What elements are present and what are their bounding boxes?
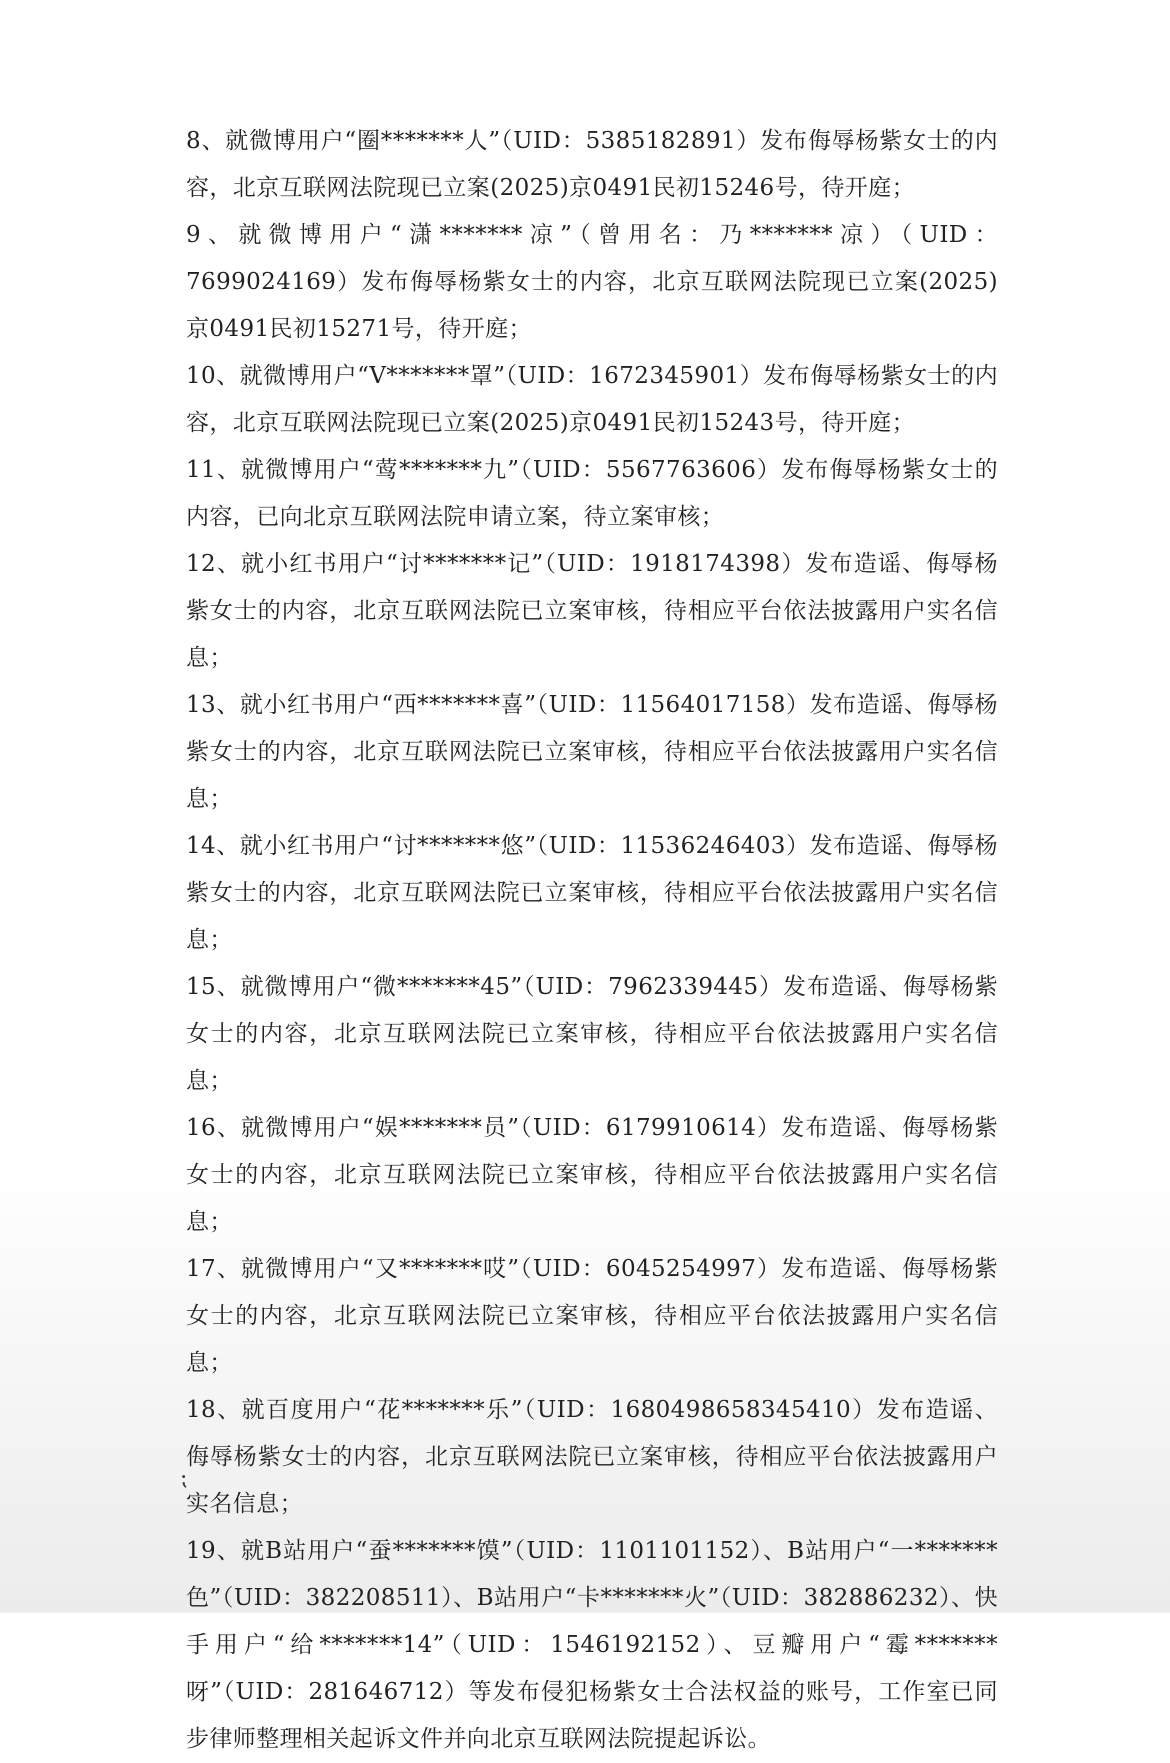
bottom-mark: ⁏ bbox=[180, 1466, 188, 1491]
list-item-12: 12、就小红书用户“讨*******记”（UID：1918174398）发布造谣、侮辱杨紫女士的内容，北京互联网法院已立案审核，待相应平台依法披露用户实名信息； bbox=[186, 551, 998, 671]
list-item-10: 10、就微博用户“V*******罩”（UID：1672345901）发布侮辱杨紫女士的内容，北京互联网法院现已立案(2025)京0491民初15243号，待开庭； bbox=[186, 363, 998, 436]
list-item-17: 17、就微博用户“又*******哎”（UID：6045254997）发布造谣、侮辱杨紫女士的内容，北京互联网法院已立案审核，待相应平台依法披露用户实名信息； bbox=[186, 1256, 998, 1376]
list-item-9: 9、就微博用户“潇*******凉”（曾用名：乃*******凉）（UID：7699024169）发布侮辱杨紫女士的内容，北京互联网法院现已立案(2025)京0491民初15271号，待开庭； bbox=[186, 222, 998, 342]
list-item-14: 14、就小红书用户“讨*******悠”（UID：11536246403）发布造谣、侮辱杨紫女士的内容，北京互联网法院已立案审核，待相应平台依法披露用户实名信息； bbox=[186, 833, 998, 953]
list-item-18: 18、就百度用户“花*******乐”（UID：1680498658345410）发布造谣、侮辱杨紫女士的内容，北京互联网法院已立案审核，待相应平台依法披露用户实名信息； bbox=[186, 1397, 998, 1517]
list-item-8: 8、就微博用户“圈*******人”（UID：5385182891）发布侮辱杨紫女士的内容，北京互联网法院现已立案(2025)京0491民初15246号，待开庭； bbox=[186, 128, 998, 201]
list-item-13: 13、就小红书用户“西*******喜”（UID：11564017158）发布造谣、侮辱杨紫女士的内容，北京互联网法院已立案审核，待相应平台依法披露用户实名信息； bbox=[186, 692, 998, 812]
list-item-19: 19、就B站用户“蚕*******馍”（UID：1101101152）、B站用户“一*******色”（UID：382208511）、B站用户“卡*******火”（UID：382886232）、快手用户“给*******14”（UID：1546192152）、豆瓣用户“霉*******呀”（UID：281646712）等发布侵犯杨紫女士合法权益的账号，工作室已同步律师整理相关起诉文件并向北京互联网法院提起诉讼。 bbox=[186, 1538, 998, 1752]
list-item-15: 15、就微博用户“微*******45”（UID：7962339445）发布造谣、侮辱杨紫女士的内容，北京互联网法院已立案审核，待相应平台依法披露用户实名信息； bbox=[186, 974, 998, 1094]
document-body bbox=[186, 118, 998, 1763]
list-item-11: 11、就微博用户“莺*******九”（UID：5567763606）发布侮辱杨紫女士的内容，已向北京互联网法院申请立案，待立案审核； bbox=[186, 457, 998, 530]
list-item-16: 16、就微博用户“娱*******员”（UID：6179910614）发布造谣、侮辱杨紫女士的内容，北京互联网法院已立案审核，待相应平台依法披露用户实名信息； bbox=[186, 1115, 998, 1235]
